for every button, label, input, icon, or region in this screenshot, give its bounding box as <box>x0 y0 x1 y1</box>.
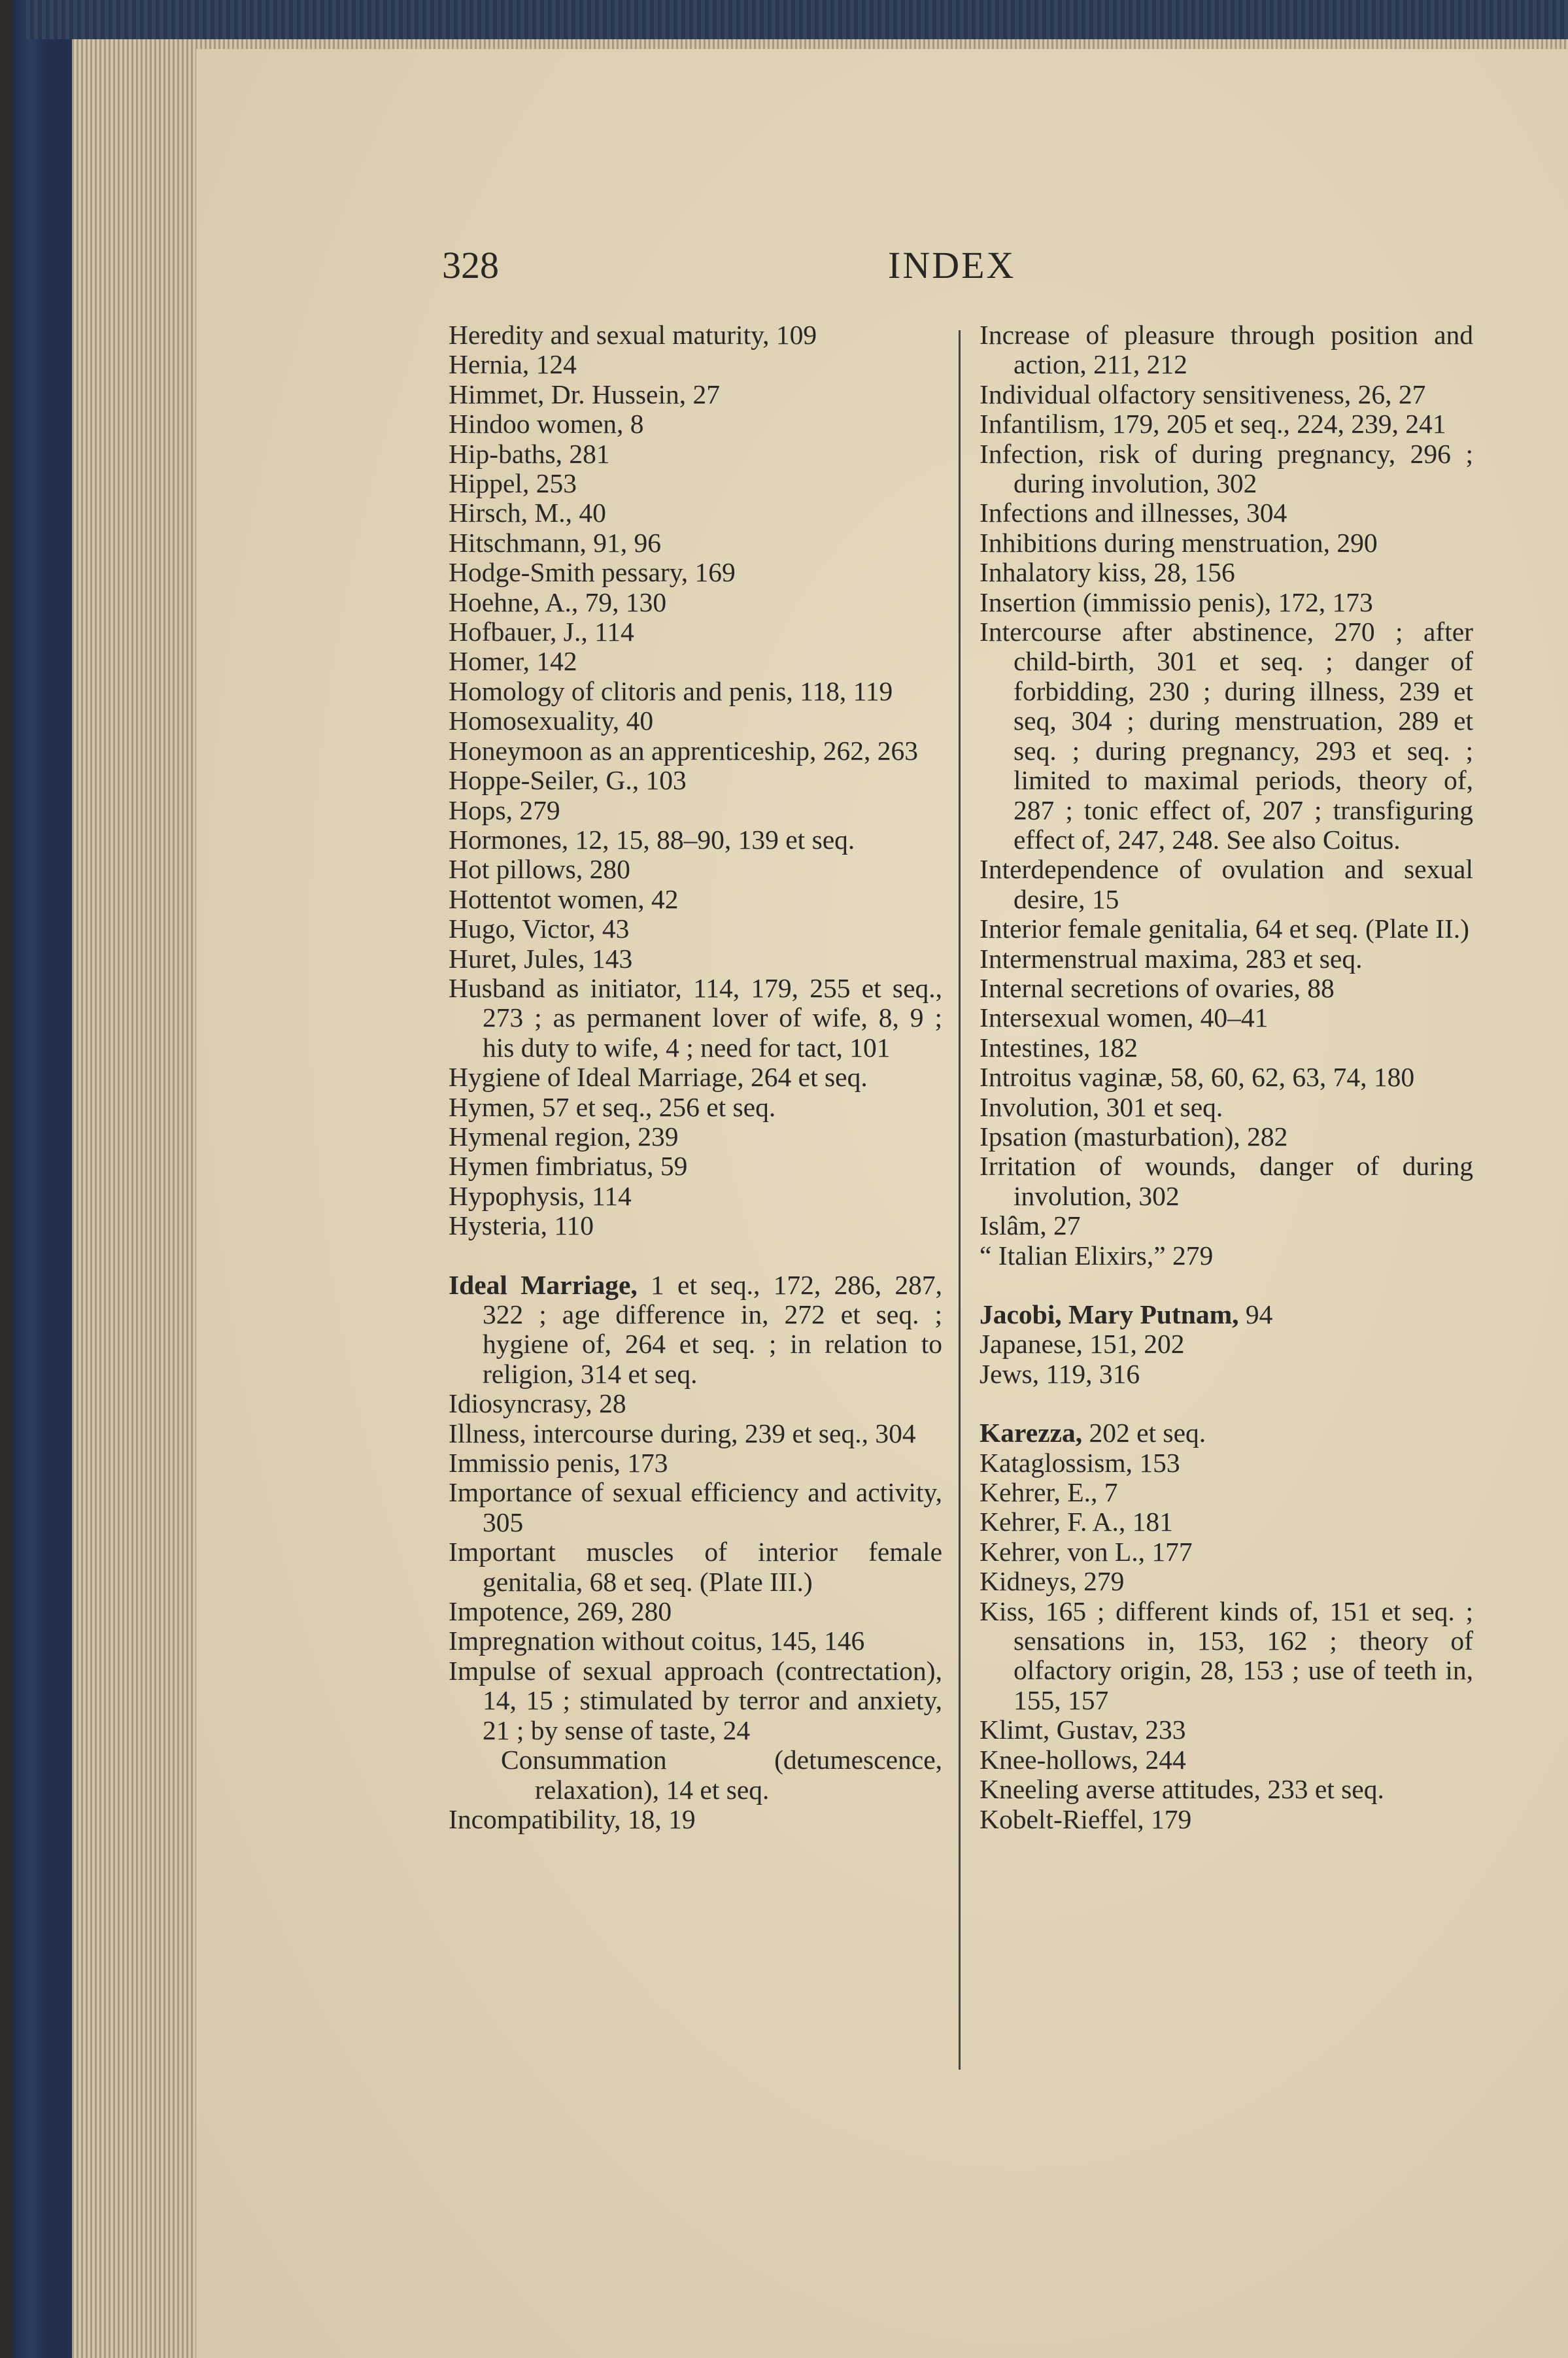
index-entry <box>449 588 942 617</box>
index-entry-text: Hysteria, 110 <box>449 1210 594 1241</box>
index-entry <box>449 1419 942 1448</box>
index-entry <box>449 1448 942 1478</box>
index-entry <box>449 1271 942 1390</box>
index-entry <box>449 1805 942 1834</box>
index-entry <box>980 914 1473 944</box>
index-entry-text: Huret, Jules, 143 <box>449 943 633 974</box>
index-entry <box>449 1597 942 1626</box>
index-entry <box>980 1093 1473 1122</box>
page-title: INDEX <box>888 244 1016 286</box>
index-entry-text: Immissio penis, 173 <box>449 1448 668 1478</box>
index-entry-text: Hirsch, M., 40 <box>449 498 606 528</box>
index-entry-text: Kiss, 165 ; different kinds of, 151 et seq. ; sensations in, 153, 162 ; theory of olfactory origin, 28, 153 ; use of teeth in, 155, 157 <box>980 1596 1473 1715</box>
index-entry-text: Interdependence of ovulation and sexual desire, 15 <box>980 854 1473 914</box>
index-entry-text: Heredity and sexual maturity, 109 <box>449 320 817 350</box>
index-entry <box>449 647 942 676</box>
index-entry-text: Ipsation (masturbation), 282 <box>980 1121 1288 1152</box>
index-entry <box>449 1389 942 1418</box>
index-entry-text: Hymenal region, 239 <box>449 1121 679 1152</box>
index-entry <box>449 380 942 409</box>
index-entry-text: Kobelt-Rieffel, 179 <box>980 1803 1192 1834</box>
index-section-heading: Karezza, <box>980 1418 1083 1448</box>
index-entry <box>980 1597 1473 1716</box>
index-entry <box>980 320 1473 380</box>
index-entry <box>980 528 1473 558</box>
index-entry-text: Hofbauer, J., 114 <box>449 617 634 647</box>
index-entry <box>980 1418 1473 1448</box>
index-entry <box>449 1093 942 1122</box>
index-entry-text: Infantilism, 179, 205 et seq., 224, 239, 241 <box>980 409 1446 439</box>
index-entry <box>449 617 942 647</box>
index-entry-text: Hitschmann, 91, 96 <box>449 527 662 558</box>
index-entry-text: Hippel, 253 <box>449 468 577 499</box>
index-entry <box>980 974 1473 1003</box>
index-section-heading: Ideal Marriage, <box>449 1269 638 1300</box>
index-entry-text: 202 et seq. <box>1082 1418 1206 1448</box>
index-entry <box>449 796 942 825</box>
index-entry <box>980 1122 1473 1152</box>
index-entry <box>449 1063 942 1092</box>
index-entry-text: Klimt, Gustav, 233 <box>980 1715 1186 1745</box>
index-entry-text: Hoehne, A., 79, 130 <box>449 587 667 617</box>
index-entry-text: Idiosyncrasy, 28 <box>449 1388 626 1419</box>
index-entry <box>449 1182 942 1211</box>
index-entry <box>980 1448 1473 1478</box>
index-entry-text: Hymen, 57 et seq., 256 et seq. <box>449 1091 776 1122</box>
index-entry <box>980 1775 1473 1804</box>
index-entry <box>449 974 942 1063</box>
index-entry-text: Impotence, 269, 280 <box>449 1596 672 1627</box>
index-entry-text: Kneeling averse attitudes, 233 et seq. <box>980 1774 1384 1805</box>
section-gap <box>449 1241 942 1271</box>
index-entry <box>449 469 942 498</box>
index-entry-text: Japanese, 151, 202 <box>980 1329 1185 1359</box>
index-entry <box>449 825 942 855</box>
index-entry-text: Husband as initiator, 114, 179, 255 et seq., 273 ; as permanent lover of wife, 8, 9 ; his duty to wife, 4 ; need for tact, 101 <box>449 972 942 1063</box>
index-entry-text: Irritation of wounds, danger of during involution, 302 <box>980 1151 1473 1211</box>
index-entry <box>449 498 942 528</box>
index-entry-text: Hypophysis, 114 <box>449 1180 632 1211</box>
index-entry <box>449 855 942 884</box>
index-entry-text: Knee-hollows, 244 <box>980 1744 1186 1775</box>
index-entry <box>980 1152 1473 1211</box>
index-entry-text: Impulse of sexual approach (contrectation), 14, 15 ; stimulated by terror and anxiety, 21 ; by sense of taste, 24 <box>449 1655 942 1745</box>
index-entry <box>449 706 942 736</box>
index-entry <box>449 766 942 795</box>
index-entry <box>980 1359 1473 1389</box>
index-entry <box>449 528 942 558</box>
page-number: 328 <box>442 244 499 286</box>
index-section-heading: Jacobi, Mary Putnam, <box>980 1299 1239 1329</box>
index-entry <box>980 944 1473 974</box>
index-entry <box>980 1033 1473 1063</box>
index-entry <box>980 1537 1473 1567</box>
index-entry <box>449 1478 942 1537</box>
index-entry-text: Hot pillows, 280 <box>449 854 630 885</box>
page-header <box>0 243 1568 296</box>
index-entry-text: Hernia, 124 <box>449 349 577 380</box>
index-column-right <box>980 320 1473 1834</box>
index-entry <box>449 1152 942 1181</box>
index-entry <box>449 885 942 914</box>
index-entry-text: Incompatibility, 18, 19 <box>449 1803 696 1834</box>
index-entry-text: Homology of clitoris and penis, 118, 119 <box>449 675 893 706</box>
index-entry-text: Hottentot women, 42 <box>449 883 679 914</box>
index-entry <box>980 1715 1473 1745</box>
index-entry-text: Illness, intercourse during, 239 et seq., 304 <box>449 1418 916 1448</box>
index-entry-text: Kehrer, F. A., 181 <box>980 1507 1173 1537</box>
index-entry-text: Islâm, 27 <box>980 1210 1081 1241</box>
index-entry <box>980 1211 1473 1240</box>
index-entry-text: Kidneys, 279 <box>980 1566 1125 1597</box>
index-entry-text: Infections and illnesses, 304 <box>980 498 1287 528</box>
index-entry <box>449 914 942 944</box>
index-entry <box>449 1537 942 1597</box>
index-entry-text: Hygiene of Ideal Marriage, 264 et seq. <box>449 1062 868 1093</box>
index-entry <box>449 350 942 379</box>
index-entry-text: 1 et seq., 172, 286, 287, 322 ; age difference in, 272 et seq. ; hygiene of, 264 et seq. ; in relation to religion, 314 et seq. <box>483 1269 942 1389</box>
index-entry <box>980 588 1473 617</box>
index-entry <box>980 1003 1473 1033</box>
index-entry <box>449 944 942 974</box>
index-entry-text: Inhibitions during menstruation, 290 <box>980 527 1378 558</box>
index-entry-text: Honeymoon as an apprenticeship, 262, 263 <box>449 735 919 766</box>
index-entry <box>449 1211 942 1240</box>
index-entry-text: Involution, 301 et seq. <box>980 1091 1223 1122</box>
index-entry-text: Introitus vaginæ, 58, 60, 62, 63, 74, 180 <box>980 1062 1415 1093</box>
index-entry <box>980 558 1473 587</box>
index-entry-text: Intersexual women, 40–41 <box>980 1002 1269 1033</box>
index-entry-text: 94 <box>1238 1299 1273 1329</box>
index-entry-text: Insertion (immissio penis), 172, 173 <box>980 587 1373 617</box>
index-entry <box>980 409 1473 439</box>
index-entry-text: Impregnation without coitus, 145, 146 <box>449 1626 865 1656</box>
book-cover-top-edge <box>26 0 1568 39</box>
index-entry-text: Interior female genitalia, 64 et seq. (Plate II.) <box>980 914 1469 944</box>
index-entry <box>980 1063 1473 1092</box>
index-entry <box>449 736 942 766</box>
index-entry-text: Hindoo women, 8 <box>449 409 644 439</box>
index-entry-text: Kehrer, von L., 177 <box>980 1536 1193 1567</box>
index-entry <box>449 409 942 439</box>
section-gap <box>980 1271 1473 1300</box>
index-entry-text: Hip-baths, 281 <box>449 438 610 469</box>
section-gap <box>980 1389 1473 1418</box>
index-entry-text: Intermenstrual maxima, 283 et seq. <box>980 943 1363 974</box>
index-entry <box>980 1329 1473 1359</box>
index-entry-text: Homer, 142 <box>449 646 577 677</box>
index-entry <box>980 498 1473 528</box>
index-entry-text: Hugo, Victor, 43 <box>449 914 630 944</box>
index-entry <box>980 1567 1473 1596</box>
index-entry <box>980 617 1473 855</box>
index-entry-text: Kataglossism, 153 <box>980 1447 1180 1478</box>
index-entry-text: Increase of pleasure through position and action, 211, 212 <box>980 320 1473 380</box>
index-entry <box>980 380 1473 409</box>
index-entry <box>449 1656 942 1745</box>
index-entry-text: Homosexuality, 40 <box>449 706 654 736</box>
index-entry-text: Individual olfactory sensitiveness, 26, 27 <box>980 379 1426 409</box>
index-entry-text: Inhalatory kiss, 28, 156 <box>980 557 1235 588</box>
index-entry-text: Internal secretions of ovaries, 88 <box>980 972 1335 1003</box>
index-entry <box>980 1805 1473 1834</box>
index-entry <box>449 439 942 469</box>
index-entry-text: Intestines, 182 <box>980 1032 1138 1063</box>
index-entry <box>980 1300 1473 1329</box>
index-entry-text: Important muscles of interior female genitalia, 68 et seq. (Plate III.) <box>449 1537 942 1597</box>
index-entry <box>980 1241 1473 1271</box>
index-entry-text: “ Italian Elixirs,” 279 <box>980 1240 1214 1271</box>
index-entry <box>449 677 942 706</box>
index-entry-text: Hops, 279 <box>449 795 560 825</box>
index-entry <box>980 439 1473 499</box>
index-entry <box>980 855 1473 914</box>
index-entry-text: Hormones, 12, 15, 88–90, 139 et seq. <box>449 824 855 855</box>
index-entry <box>980 1745 1473 1775</box>
index-entry <box>449 320 942 350</box>
column-divider <box>959 330 961 2070</box>
index-entry <box>449 1745 942 1805</box>
index-column-left <box>449 320 942 1834</box>
index-entry-text: Himmet, Dr. Hussein, 27 <box>449 379 720 409</box>
index-entry <box>449 1122 942 1152</box>
index-entry <box>980 1478 1473 1507</box>
index-entry <box>980 1507 1473 1537</box>
index-entry <box>449 1626 942 1656</box>
index-entry-text: Intercourse after abstinence, 270 ; after child-birth, 301 et seq. ; danger of forbidding, 230 ; during illness, 239 et seq, 304 ; during menstruation, 289 et seq. ; during pregnancy, 293 et seq. ; limited to maximal periods, theory of, 287 ; tonic effect of, 207 ; transfiguring effect of, 247, 248. See also Coitus. <box>980 617 1473 855</box>
index-entry-text: Hymen fimbriatus, 59 <box>449 1151 688 1182</box>
index-entry-text: Importance of sexual efficiency and activity, 305 <box>449 1477 942 1537</box>
index-entry-text: Consummation (detumescence, relaxation), 14 et seq. <box>501 1745 942 1805</box>
index-entry-text: Hodge-Smith pessary, 169 <box>449 557 736 588</box>
index-entry-text: Hoppe-Seiler, G., 103 <box>449 765 687 796</box>
index-entry <box>449 558 942 587</box>
index-entry-text: Infection, risk of during pregnancy, 296 ; during involution, 302 <box>980 438 1473 499</box>
index-entry-text: Jews, 119, 316 <box>980 1358 1140 1389</box>
index-entry-text: Kehrer, E., 7 <box>980 1477 1118 1508</box>
